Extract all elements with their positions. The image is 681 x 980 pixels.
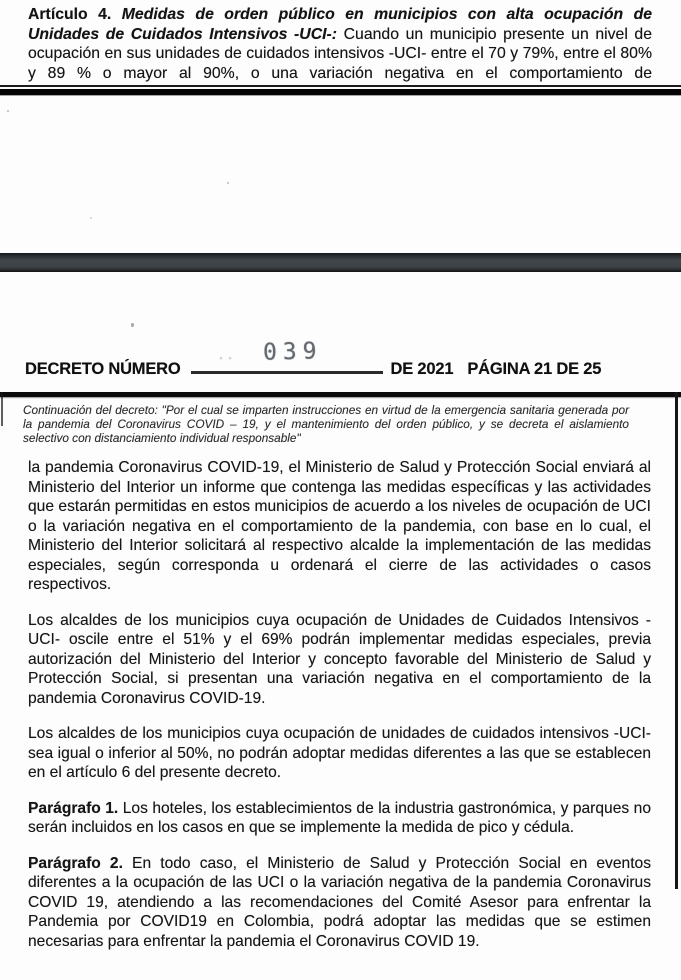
content-frame-top-border <box>0 392 681 397</box>
content-frame-left-border <box>1 392 3 426</box>
scan-separator-bar <box>0 253 681 272</box>
decree-header-line <box>25 338 665 381</box>
decree-year-label: DE 2021 <box>390 360 454 378</box>
scan-speck <box>131 323 134 327</box>
stamp-smudge: ·· <box>218 349 237 366</box>
scan-speck <box>227 182 229 184</box>
paragrafo-2-text: En todo caso, el Ministerio de Salud y Protección Social en eventos diferentes a la ocupación de las UCI o la variación negativa de la pandemia Coronavirus COVID 19, atendiendo a las recomendaciones del Comité Asesor para enfrentar la Pandemia por COVID19 en Colombia, podrá adoptar las medidas que se estimen necesarias para enfrentar la pandemia el Coronavirus COVID 19. <box>28 854 651 950</box>
paragrafo-1-text: Los hoteles, los establecimientos de la industria gastronómica, y parques no serán incluidos en los casos en que se implemente la medida de pico y cédula. <box>28 799 651 836</box>
decree-page-label: PÁGINA 21 DE 25 <box>467 360 602 378</box>
paragrafo-2-label: Parágrafo 2. <box>28 854 123 872</box>
decree-number-label: DECRETO NÚMERO <box>25 360 181 378</box>
scan-speck <box>7 110 9 112</box>
scan-speck <box>90 217 92 219</box>
paragrafo-1 <box>28 799 651 838</box>
decree-number-stamp: 039 <box>262 338 323 366</box>
divider-thin-rule <box>0 85 681 87</box>
articulo-4-paragraph <box>28 5 652 83</box>
divider-thick-rule <box>0 89 681 95</box>
body-paragraph-1: la pandemia Coronavirus COVID-19, el Ministerio de Salud y Protección Social enviará al Ministerio del Interior un informe que contenga las medidas específicas y las actividades que estarán permitidas en estos municipios de acuerdo a los niveles de ocupación de UCI o la variación negativa en el comportamiento de la pandemia, con base en lo cual, el Ministerio del Interior solicitará al respectivo alcalde la implementación de las medidas especiales, según corresponda u ordenará el cierre de las actividades o casos respectivos. <box>28 459 651 593</box>
body-paragraph-2: Los alcaldes de los municipios cuya ocupación de Unidades de Cuidados Intensivos -UCI- oscile entre el 51% y el 69% podrán implementar medidas especiales, previa autorización del Ministerio del Interior y concepto favorable del Ministerio de Salud y Protección Social, si presentan una variación negativa en el comportamiento de la pandemia Coronavirus COVID-19. <box>28 611 651 707</box>
decree-body <box>28 458 651 967</box>
paragrafo-2 <box>28 854 651 952</box>
body-paragraph-3: Los alcaldes de los municipios cuya ocupación de unidades de cuidados intensivos -UCI- sea igual o inferior al 50%, no podrán adoptar medidas diferentes a las que se establecen en el artículo 6 del presente decreto. <box>28 725 651 781</box>
content-frame-right-border <box>675 392 678 889</box>
articulo-4-label: Artículo 4. <box>28 6 112 23</box>
continuation-note: Continuación del decreto: "Por el cual se imparten instrucciones en virtud de la emergencia sanitaria generada por la pandemia del Coronavirus COVID – 19, y el mantenimiento del orden público, y se decreta el aislamiento selectivo con distanciamiento individual responsable" <box>23 403 629 445</box>
paragrafo-1-label: Parágrafo 1. <box>28 799 119 817</box>
decree-number-blank-line <box>191 338 383 374</box>
articulo-4-title: Medidas de orden público en municipios con alta ocupación de Unidades de Cuidados Intensivos -UCI-: <box>28 6 653 43</box>
articulo-4-text: Cuando un municipio presente un nivel de ocupación en sus unidades de cuidados intensivos -UCI- entre el 70 y 79%, entre el 80% y 89 % o mayor al 90%, o una variación negativa en el comportamiento de <box>28 25 653 82</box>
